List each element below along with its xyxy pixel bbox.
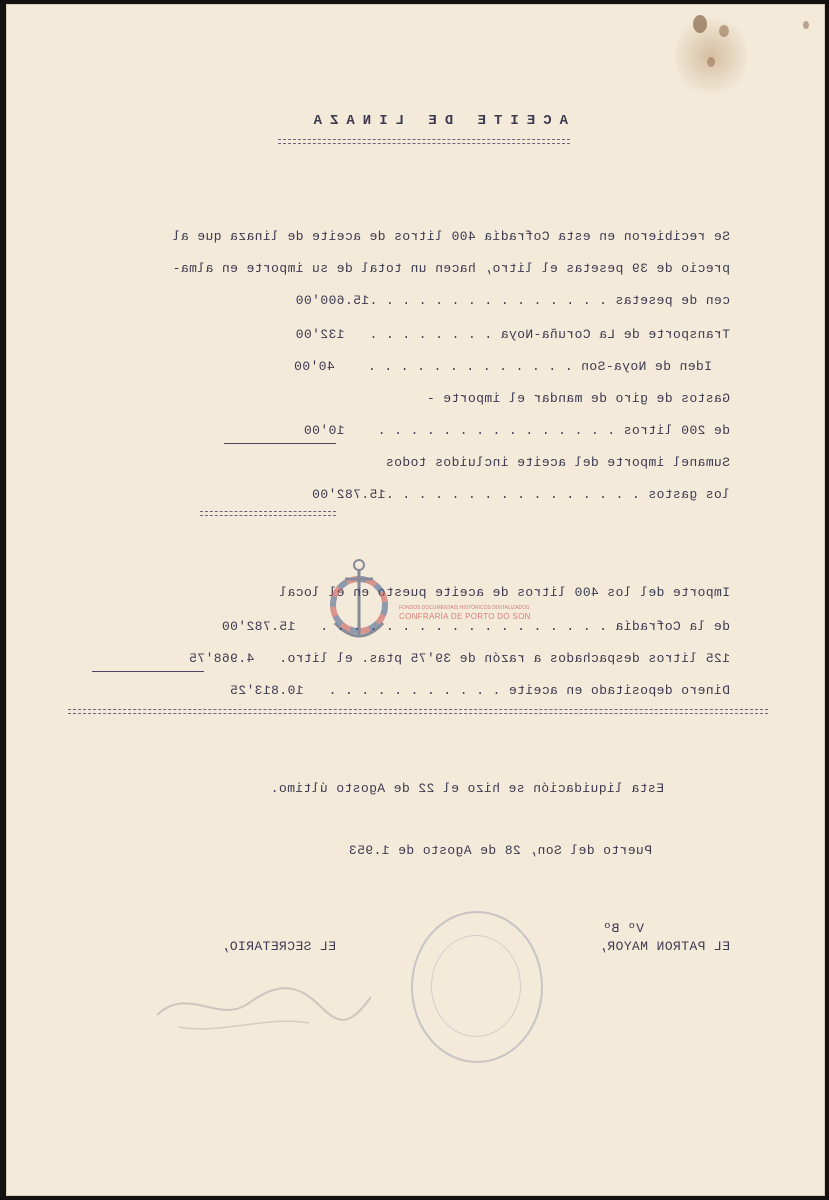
body-line-9: los gastos . . . . . . . . . . . . . . . .15.782'00: [311, 487, 730, 502]
document-title: ACEITE DE LINAZA: [305, 113, 568, 129]
body-line-4: Transporte de La Coruña-Noya . . . . . . . . 132'00: [295, 327, 730, 342]
summary-line-4: Dinero depositado en aceite . . . . . . . . . . . 10.813'25: [229, 683, 730, 698]
summary-line-2: de la Cofradía . . . . . . . . . . . . . . . . . . 15.782'00: [221, 619, 730, 634]
signer-secretario: EL SECRETARIO,: [221, 939, 336, 954]
body-line-8: Sumanel importe del aceite incluidos todos: [385, 455, 730, 470]
anchor-logo-icon: [323, 557, 395, 647]
round-stamp: [411, 911, 543, 1063]
title-underline: [278, 139, 570, 144]
body-line-3: cen de pesetas . . . . . . . . . . . . . . .15.600'00: [295, 293, 730, 308]
body-line-5: Iden de Noya-Son . . . . . . . . . . . . . 40'00: [293, 359, 712, 374]
watermark-subtitle: FONDOS DOCUMENTAIS HISTÓRICOS DIXITALIZADOS: [399, 605, 530, 611]
total-underline: [200, 511, 336, 516]
signature-scribble: [149, 975, 379, 1045]
document-page: [6, 4, 825, 1196]
watermark-org-name: CONFRARÍA DE PORTO DO SON: [399, 612, 531, 621]
liquidation-note: Esta liquidación se hizo el 22 de Agosto último.: [270, 781, 664, 796]
summary-line-3: 125 litros despachados a razón de 39'75 ptas. el litro. 4.968'75: [188, 651, 730, 666]
subtotal-underline: [224, 443, 336, 444]
body-line-6: Gastos de giro de mandar el importe -: [426, 391, 730, 406]
body-line-7: de 200 litros . . . . . . . . . . . . . . . 10'00: [303, 423, 730, 438]
summary-double-underline: [68, 709, 768, 714]
visto-bueno: Vº Bº: [602, 921, 644, 936]
signer-patron-mayor: EL PATRON MAYOR,: [598, 939, 730, 954]
body-line-2: precio de 39 pesetas el litro, hacen un total de su importe en alma-: [172, 261, 730, 276]
summary-line-1: Importe del los 400 litros de aceite puesto en el local: [278, 585, 730, 600]
body-line-1: Se recibieron en esta Cofradía 400 litros de aceite de linaza que al: [172, 229, 730, 244]
summary-underline: [92, 671, 204, 672]
round-stamp-inner: [431, 935, 521, 1037]
date-place: Puerto del Son, 28 de Agosto de 1.953: [348, 843, 652, 858]
